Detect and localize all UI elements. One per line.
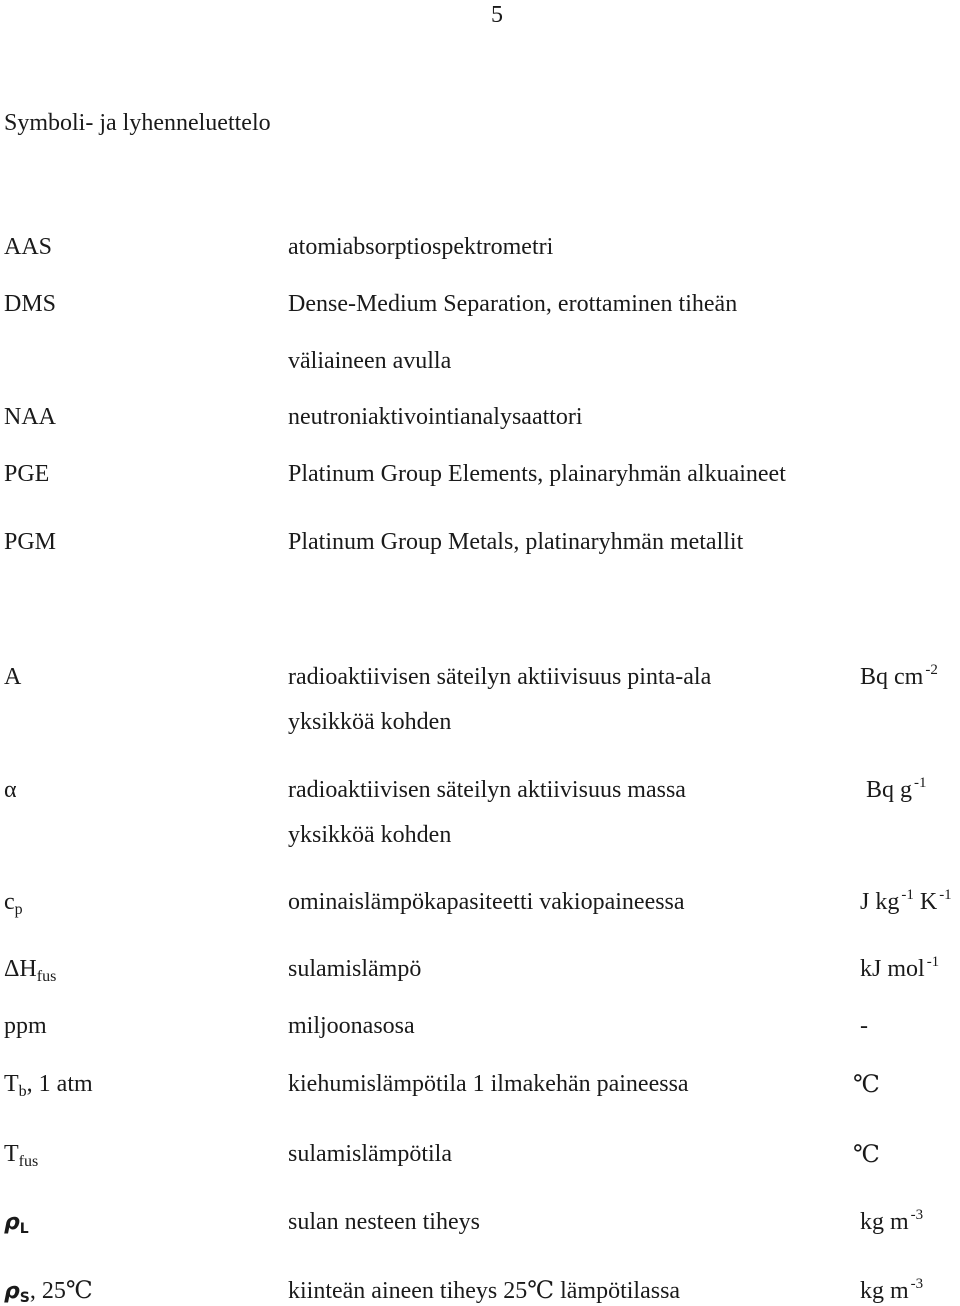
unit-cp-k-exponent: -1 <box>939 887 952 903</box>
symbol-cp-sub: p <box>14 901 23 918</box>
unit-rho-s <box>860 1276 924 1304</box>
symbol-dhfus <box>4 956 57 985</box>
symbol-tfus <box>4 1141 39 1170</box>
symbol-rho-s <box>4 1278 93 1306</box>
desc-aas: atomiabsorptiospektrometri <box>288 234 554 260</box>
unit-alpha-exponent: -1 <box>914 775 927 791</box>
unit-a-base: Bq cm <box>860 664 924 690</box>
unit-rho-l-exponent: -3 <box>910 1207 924 1223</box>
abbr-naa: NAA <box>4 404 56 430</box>
symbol-rho-s-tail: , 25℃ <box>29 1278 93 1304</box>
desc-dhfus: sulamislämpö <box>288 956 422 982</box>
unit-a-exponent: -2 <box>925 662 938 678</box>
unit-alpha-base: Bq g <box>866 777 913 803</box>
unit-rho-s-exponent: -3 <box>910 1276 924 1292</box>
symbol-tfus-base: T <box>4 1141 19 1167</box>
desc-ppm: miljoonasosa <box>288 1013 415 1039</box>
unit-alpha <box>866 775 927 803</box>
desc-cp: ominaislämpökapasiteetti vakiopaineessa <box>288 889 685 915</box>
symbol-tb-base: T <box>4 1071 19 1097</box>
symbol-rho-l-sub: L <box>19 1221 29 1237</box>
desc-a: radioaktiivisen säteilyn aktiivisuus pinta-ala <box>288 664 712 690</box>
symbol-ppm: ppm <box>4 1013 47 1039</box>
symbol-tfus-sub: fus <box>18 1153 39 1170</box>
desc-pgm: Platinum Group Metals, platinaryhmän metallit <box>288 529 744 555</box>
abbr-pgm: PGM <box>4 529 57 555</box>
unit-cp-kg-exponent: -1 <box>901 887 914 903</box>
desc-alpha-line2: yksikköä kohden <box>288 822 452 848</box>
unit-cp-kg: J kg <box>860 889 900 915</box>
symbol-alpha: α <box>4 777 17 803</box>
unit-a <box>860 662 938 690</box>
unit-dhfus <box>860 954 940 982</box>
abbr-pge: PGE <box>4 461 50 487</box>
unit-rho-s-base: kg m <box>860 1278 909 1304</box>
symbol-tb-tail: , 1 atm <box>26 1071 93 1097</box>
symbol-rho-s-base: ρ <box>4 1279 20 1304</box>
abbr-dms: DMS <box>4 291 57 317</box>
abbr-aas: AAS <box>4 234 53 260</box>
desc-dms-line2: väliaineen avulla <box>288 348 452 374</box>
page-title: Symboli- ja lyhenneluettelo <box>4 110 271 136</box>
symbol-a: A <box>4 664 22 690</box>
desc-pge: Platinum Group Elements, plainaryhmän alkuaineet <box>288 461 786 487</box>
symbol-rho-s-sub: S <box>19 1290 30 1306</box>
symbol-tb <box>4 1071 93 1100</box>
desc-naa: neutroniaktivointianalysaattori <box>288 404 583 430</box>
unit-tb: ℃ <box>853 1070 880 1098</box>
unit-rho-l-base: kg m <box>860 1209 909 1235</box>
symbol-dhfus-base: ΔH <box>4 956 37 982</box>
page-number: 5 <box>491 2 503 28</box>
symbol-cp-base: c <box>4 889 15 915</box>
unit-cp <box>860 887 952 915</box>
desc-dms: Dense-Medium Separation, erottaminen tiheän <box>288 291 738 317</box>
unit-dhfus-base: kJ mol <box>860 956 925 982</box>
desc-a-line2: yksikköä kohden <box>288 709 452 735</box>
desc-rho-l: sulan nesteen tiheys <box>288 1209 480 1235</box>
symbol-tb-sub: b <box>18 1083 27 1100</box>
desc-alpha: radioaktiivisen säteilyn aktiivisuus massa <box>288 777 686 803</box>
symbol-cp <box>4 889 23 918</box>
unit-tfus: ℃ <box>853 1140 880 1168</box>
desc-tb: kiehumislämpötila 1 ilmakehän paineessa <box>288 1071 689 1097</box>
unit-dhfus-exponent: -1 <box>926 954 940 970</box>
desc-rho-s: kiinteän aineen tiheys 25℃ lämpötilassa <box>288 1278 681 1304</box>
symbol-dhfus-sub: fus <box>36 968 57 985</box>
symbol-rho-l <box>4 1210 29 1237</box>
unit-cp-k: K <box>913 889 938 915</box>
desc-tfus: sulamislämpötila <box>288 1141 452 1167</box>
unit-ppm: - <box>860 1013 868 1039</box>
unit-rho-l <box>860 1207 924 1235</box>
symbol-rho-l-base: ρ <box>4 1210 20 1235</box>
